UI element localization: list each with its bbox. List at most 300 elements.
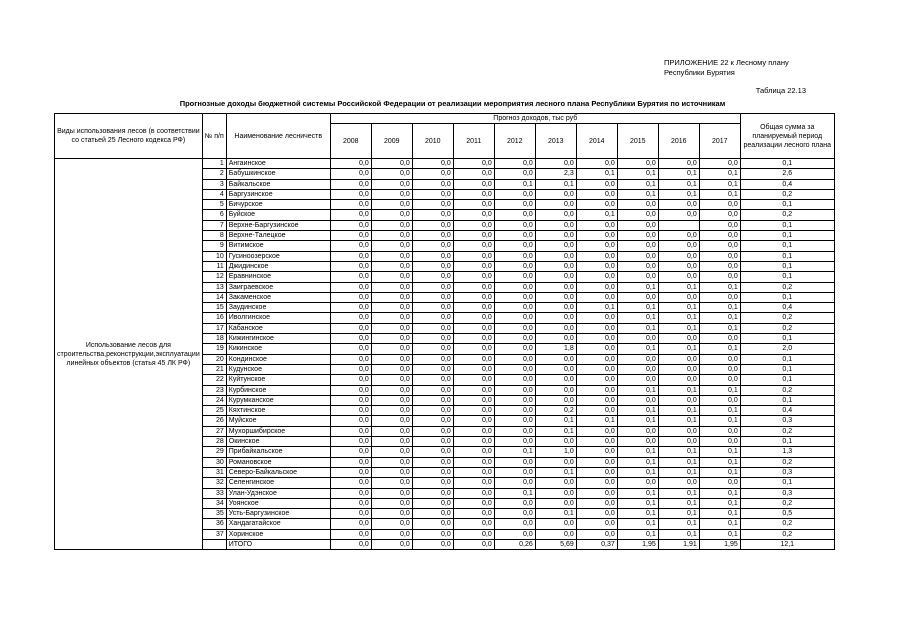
- year-value: 0,0: [412, 426, 453, 436]
- year-value: 0,0: [371, 313, 412, 323]
- year-value: 0,0: [617, 354, 658, 364]
- header-year: 2014: [576, 124, 617, 159]
- forestry-name: Джидинское: [226, 261, 330, 271]
- forestry-name: Улан-Удэнское: [226, 488, 330, 498]
- year-value: 0,0: [494, 313, 535, 323]
- year-value: 0,0: [535, 395, 576, 405]
- year-value: 0,0: [412, 169, 453, 179]
- year-value: 0,0: [330, 231, 371, 241]
- year-value: 0,0: [576, 478, 617, 488]
- year-value: 0,1: [617, 179, 658, 189]
- year-value: 0,1: [617, 467, 658, 477]
- year-value: 0,0: [576, 282, 617, 292]
- row-number: 31: [202, 467, 226, 477]
- row-total: 2,0: [740, 344, 834, 354]
- year-value: 0,0: [453, 272, 494, 282]
- year-value: 0,0: [412, 313, 453, 323]
- year-value: 0,0: [658, 210, 699, 220]
- year-value: 0,0: [617, 200, 658, 210]
- year-value: 0,0: [371, 292, 412, 302]
- year-value: 0,0: [535, 292, 576, 302]
- year-value: 0,0: [453, 354, 494, 364]
- year-value: 0,0: [453, 364, 494, 374]
- year-value: 0,0: [494, 385, 535, 395]
- year-value: 0,1: [617, 488, 658, 498]
- row-total: 0,1: [740, 354, 834, 364]
- year-value: 0,1: [699, 179, 740, 189]
- year-value: 0,0: [494, 231, 535, 241]
- forestry-name: Уоянское: [226, 498, 330, 508]
- year-value: 0,0: [494, 426, 535, 436]
- year-value: 0,0: [494, 416, 535, 426]
- year-value: 0,1: [617, 282, 658, 292]
- year-value: 0,0: [371, 447, 412, 457]
- year-value: 0,0: [576, 189, 617, 199]
- year-value: 0,0: [494, 303, 535, 313]
- forestry-name: Верхне-Талецкое: [226, 231, 330, 241]
- year-value: 0,0: [576, 241, 617, 251]
- year-value: 0,0: [494, 251, 535, 261]
- year-value: 0,1: [658, 447, 699, 457]
- year-value: 0,0: [371, 344, 412, 354]
- year-value: 0,0: [453, 159, 494, 169]
- year-value: 0,1: [658, 467, 699, 477]
- row-total: 0,4: [740, 179, 834, 189]
- year-value: 0,0: [494, 334, 535, 344]
- row-total: 0,4: [740, 303, 834, 313]
- year-value: 0,0: [330, 354, 371, 364]
- row-total: 0,1: [740, 200, 834, 210]
- year-value: 0,1: [658, 303, 699, 313]
- forestry-name: Бичурское: [226, 200, 330, 210]
- year-value: 0,0: [699, 437, 740, 447]
- year-value: 0,0: [617, 334, 658, 344]
- forestry-name: Муйское: [226, 416, 330, 426]
- year-value: 0,1: [576, 416, 617, 426]
- year-value: 0,0: [371, 478, 412, 488]
- page-title: Прогнозные доходы бюджетной системы Российской Федерации от реализации мероприятия лесного плана Республики Бурятия по источникам: [179, 99, 726, 108]
- year-value: 0,1: [699, 169, 740, 179]
- year-value: 0,0: [330, 179, 371, 189]
- total-year-value: 0,0: [453, 539, 494, 549]
- year-value: 0,0: [576, 529, 617, 539]
- year-value: 0,0: [330, 529, 371, 539]
- header-year: 2009: [371, 124, 412, 159]
- row-number: 23: [202, 385, 226, 395]
- year-value: 0,0: [617, 261, 658, 271]
- row-total: 0,2: [740, 426, 834, 436]
- year-value: 0,0: [494, 478, 535, 488]
- year-value: 0,0: [412, 251, 453, 261]
- forestry-name: Байкальское: [226, 179, 330, 189]
- row-total: 0,3: [740, 467, 834, 477]
- year-value: 0,0: [371, 457, 412, 467]
- year-value: 0,0: [412, 467, 453, 477]
- year-value: 0,0: [576, 344, 617, 354]
- year-value: 0,0: [453, 292, 494, 302]
- year-value: 0,0: [535, 220, 576, 230]
- year-value: 0,0: [412, 334, 453, 344]
- year-value: 0,0: [453, 395, 494, 405]
- year-value: 1,8: [535, 344, 576, 354]
- year-value: 0,0: [658, 231, 699, 241]
- forestry-name: Баргузинское: [226, 189, 330, 199]
- year-value: 0,0: [617, 364, 658, 374]
- year-value: 0,0: [412, 457, 453, 467]
- year-value: 0,0: [330, 426, 371, 436]
- year-value: 0,0: [453, 344, 494, 354]
- forestry-name: Кондинское: [226, 354, 330, 364]
- year-value: 0,1: [617, 189, 658, 199]
- year-value: 0,0: [494, 241, 535, 251]
- year-value: 0,0: [453, 406, 494, 416]
- row-number: 4: [202, 189, 226, 199]
- total-year-value: 1,95: [699, 539, 740, 549]
- total-number: [202, 539, 226, 549]
- year-value: 0,0: [658, 251, 699, 261]
- year-value: 0,1: [617, 385, 658, 395]
- year-value: 0,0: [330, 457, 371, 467]
- forestry-name: Усть-Баргузинское: [226, 509, 330, 519]
- year-value: 0,1: [576, 210, 617, 220]
- year-value: 0,0: [494, 519, 535, 529]
- year-value: 0,0: [453, 375, 494, 385]
- header-number: № п/п: [202, 114, 226, 159]
- year-value: 0,0: [494, 292, 535, 302]
- year-value: 0,0: [658, 426, 699, 436]
- table-row: [55, 159, 835, 169]
- row-number: 34: [202, 498, 226, 508]
- year-value: 0,0: [658, 272, 699, 282]
- year-value: 0,0: [330, 375, 371, 385]
- year-value: 0,0: [494, 272, 535, 282]
- row-total: 0,2: [740, 189, 834, 199]
- row-number: 7: [202, 220, 226, 230]
- row-total: 0,1: [740, 231, 834, 241]
- year-value: 0,0: [412, 210, 453, 220]
- year-value: 0,1: [658, 509, 699, 519]
- year-value: 0,0: [494, 200, 535, 210]
- year-value: 0,0: [535, 189, 576, 199]
- forestry-name: Северо-Байкальское: [226, 467, 330, 477]
- year-value: 0,0: [371, 251, 412, 261]
- year-value: 0,0: [330, 334, 371, 344]
- year-value: 0,0: [330, 519, 371, 529]
- year-value: 0,1: [494, 179, 535, 189]
- year-value: 0,0: [371, 364, 412, 374]
- year-value: 0,0: [371, 303, 412, 313]
- year-value: 0,0: [658, 364, 699, 374]
- header-year: 2010: [412, 124, 453, 159]
- year-value: 0,0: [330, 437, 371, 447]
- year-value: 0,0: [658, 375, 699, 385]
- year-value: 0,0: [330, 323, 371, 333]
- year-value: 0,0: [412, 159, 453, 169]
- row-number: 2: [202, 169, 226, 179]
- year-value: 0,0: [453, 334, 494, 344]
- year-value: 0,0: [658, 437, 699, 447]
- year-value: 0,0: [494, 406, 535, 416]
- year-value: 2,3: [535, 169, 576, 179]
- year-value: 0,0: [453, 169, 494, 179]
- year-value: 0,0: [535, 241, 576, 251]
- year-value: 0,0: [453, 241, 494, 251]
- year-value: 0,0: [412, 282, 453, 292]
- row-total: 1,3: [740, 447, 834, 457]
- year-value: 0,1: [617, 529, 658, 539]
- year-value: 0,0: [576, 519, 617, 529]
- year-value: 0,0: [453, 488, 494, 498]
- year-value: 0,1: [617, 313, 658, 323]
- row-number: 36: [202, 519, 226, 529]
- year-value: 0,1: [617, 169, 658, 179]
- year-value: 0,0: [371, 509, 412, 519]
- year-value: 0,1: [699, 313, 740, 323]
- year-value: 1,0: [535, 447, 576, 457]
- row-number: 30: [202, 457, 226, 467]
- year-value: 0,0: [494, 220, 535, 230]
- year-value: 0,0: [699, 375, 740, 385]
- row-total: 0,1: [740, 478, 834, 488]
- year-value: 0,0: [535, 323, 576, 333]
- year-value: 0,0: [658, 395, 699, 405]
- year-value: 0,0: [330, 292, 371, 302]
- row-total: 0,3: [740, 416, 834, 426]
- year-value: 0,1: [658, 189, 699, 199]
- appendix-note: [664, 58, 789, 78]
- year-value: 0,0: [412, 303, 453, 313]
- forestry-name: Мухоршибирское: [226, 426, 330, 436]
- year-value: 0,0: [535, 200, 576, 210]
- year-value: 0,0: [330, 406, 371, 416]
- year-value: 0,0: [453, 251, 494, 261]
- year-value: 0,0: [699, 364, 740, 374]
- year-value: 0,0: [494, 189, 535, 199]
- year-value: 0,0: [535, 437, 576, 447]
- total-year-value: 0,0: [330, 539, 371, 549]
- year-value: 0,1: [617, 344, 658, 354]
- header-year: 2013: [535, 124, 576, 159]
- year-value: 0,0: [494, 282, 535, 292]
- year-value: 0,0: [576, 354, 617, 364]
- header-forestry-name: Наименование лесничеств: [226, 114, 330, 159]
- year-value: 0,1: [535, 426, 576, 436]
- forestry-name: Кяхтинское: [226, 406, 330, 416]
- year-value: 0,0: [371, 231, 412, 241]
- year-value: 0,1: [658, 406, 699, 416]
- year-value: 0,0: [453, 261, 494, 271]
- year-value: 0,0: [371, 467, 412, 477]
- year-value: 0,0: [412, 241, 453, 251]
- year-value: 0,1: [658, 179, 699, 189]
- row-total: 0,1: [740, 159, 834, 169]
- header-forecast: Прогноз доходов, тыс руб: [330, 114, 740, 124]
- year-value: 0,0: [330, 169, 371, 179]
- year-value: 0,0: [535, 364, 576, 374]
- year-value: 0,0: [453, 231, 494, 241]
- year-value: 0,0: [576, 509, 617, 519]
- year-value: 0,0: [494, 210, 535, 220]
- forestry-name: Курбинское: [226, 385, 330, 395]
- year-value: 0,0: [658, 354, 699, 364]
- header-year: 2012: [494, 124, 535, 159]
- year-value: 0,0: [535, 251, 576, 261]
- year-value: 0,0: [576, 220, 617, 230]
- header-year: 2015: [617, 124, 658, 159]
- row-number: 18: [202, 334, 226, 344]
- row-number: 10: [202, 251, 226, 261]
- row-number: 14: [202, 292, 226, 302]
- year-value: 0,0: [658, 261, 699, 271]
- year-value: 0,1: [535, 467, 576, 477]
- year-value: 0,0: [576, 426, 617, 436]
- year-value: 0,0: [330, 261, 371, 271]
- year-value: 0,0: [699, 292, 740, 302]
- year-value: 0,0: [535, 272, 576, 282]
- year-value: 0,0: [576, 323, 617, 333]
- year-value: 0,0: [371, 323, 412, 333]
- row-number: 8: [202, 231, 226, 241]
- year-value: 0,0: [330, 313, 371, 323]
- total-label: ИТОГО: [226, 539, 330, 549]
- year-value: 0,0: [699, 395, 740, 405]
- year-value: 0,1: [699, 416, 740, 426]
- year-value: 0,0: [453, 457, 494, 467]
- year-value: 0,0: [453, 220, 494, 230]
- row-number: 21: [202, 364, 226, 374]
- row-number: 16: [202, 313, 226, 323]
- year-value: 0,0: [453, 509, 494, 519]
- year-value: 0,1: [535, 179, 576, 189]
- year-value: 0,0: [576, 406, 617, 416]
- year-value: 0,0: [453, 313, 494, 323]
- year-value: 0,0: [330, 488, 371, 498]
- year-value: 0,0: [371, 488, 412, 498]
- row-total: 0,1: [740, 251, 834, 261]
- appendix-line-2: Республики Бурятия: [664, 68, 735, 77]
- row-total: 0,2: [740, 529, 834, 539]
- year-value: 0,1: [617, 519, 658, 529]
- year-value: 0,0: [617, 426, 658, 436]
- header-year: 2017: [699, 124, 740, 159]
- year-value: 0,0: [699, 426, 740, 436]
- year-value: 0,1: [617, 406, 658, 416]
- table-body: [55, 159, 835, 550]
- year-value: 0,0: [412, 478, 453, 488]
- year-value: 0,0: [330, 395, 371, 405]
- row-number: 25: [202, 406, 226, 416]
- row-total: 0,2: [740, 457, 834, 467]
- row-number: 20: [202, 354, 226, 364]
- year-value: 0,0: [576, 488, 617, 498]
- year-value: 0,0: [494, 159, 535, 169]
- year-value: 0,0: [576, 498, 617, 508]
- row-number: 12: [202, 272, 226, 282]
- year-value: 0,0: [371, 210, 412, 220]
- row-number: 29: [202, 447, 226, 457]
- year-value: 0,0: [535, 375, 576, 385]
- year-value: 0,0: [371, 189, 412, 199]
- row-number: 37: [202, 529, 226, 539]
- year-value: 0,0: [330, 159, 371, 169]
- year-value: 0,0: [330, 467, 371, 477]
- year-value: 0,0: [330, 303, 371, 313]
- year-value: 0,0: [494, 375, 535, 385]
- year-value: 0,0: [453, 467, 494, 477]
- year-value: 0,0: [576, 457, 617, 467]
- row-total: 0,1: [740, 437, 834, 447]
- year-value: 0,1: [617, 498, 658, 508]
- row-number: 22: [202, 375, 226, 385]
- year-value: 0,0: [576, 437, 617, 447]
- year-value: 0,0: [453, 478, 494, 488]
- year-value: 0,1: [699, 406, 740, 416]
- year-value: 0,0: [453, 437, 494, 447]
- year-value: 0,0: [535, 385, 576, 395]
- year-value: 0,0: [330, 200, 371, 210]
- year-value: 0,0: [535, 303, 576, 313]
- year-value: 0,1: [699, 498, 740, 508]
- year-value: 0,0: [494, 395, 535, 405]
- year-value: 0,0: [453, 529, 494, 539]
- year-value: 0,0: [699, 210, 740, 220]
- income-forecast-table: [54, 113, 835, 550]
- year-value: 0,1: [658, 282, 699, 292]
- year-value: 0,0: [453, 426, 494, 436]
- row-total: 0,2: [740, 385, 834, 395]
- year-value: 0,1: [699, 519, 740, 529]
- year-value: 0,0: [576, 251, 617, 261]
- forestry-name: Буйское: [226, 210, 330, 220]
- row-total: 0,2: [740, 323, 834, 333]
- year-value: 0,0: [371, 395, 412, 405]
- year-value: 0,0: [617, 375, 658, 385]
- year-value: 0,0: [453, 498, 494, 508]
- year-value: 0,0: [617, 210, 658, 220]
- year-value: 0,1: [699, 282, 740, 292]
- year-value: 0,1: [658, 519, 699, 529]
- year-value: 0,1: [699, 457, 740, 467]
- year-value: 0,0: [699, 334, 740, 344]
- year-value: 0,0: [371, 179, 412, 189]
- year-value: 0,0: [412, 292, 453, 302]
- header-total: Общая сумма за планируемый период реализации лесного плана: [740, 114, 834, 159]
- forestry-name: Ангаинское: [226, 159, 330, 169]
- year-value: 0,0: [699, 478, 740, 488]
- year-value: 0,0: [371, 375, 412, 385]
- forestry-name: Еравнинское: [226, 272, 330, 282]
- row-total: 0,1: [740, 272, 834, 282]
- year-value: 0,1: [658, 416, 699, 426]
- year-value: 0,0: [535, 334, 576, 344]
- year-value: 0,0: [412, 509, 453, 519]
- year-value: 0,1: [617, 416, 658, 426]
- year-value: 0,0: [576, 179, 617, 189]
- year-value: 0,0: [330, 189, 371, 199]
- year-value: 0,0: [617, 395, 658, 405]
- header-use-type: Виды использования лесов (в соответствии со статьей 25 Лесного кодекса РФ): [55, 114, 203, 159]
- year-value: 0,0: [330, 272, 371, 282]
- forestry-name: Селенгинское: [226, 478, 330, 488]
- forestry-name: Бабушкинское: [226, 169, 330, 179]
- year-value: 0,0: [453, 189, 494, 199]
- year-value: 0,0: [576, 313, 617, 323]
- forestry-name: Витимское: [226, 241, 330, 251]
- row-number: 13: [202, 282, 226, 292]
- year-value: 0,0: [699, 354, 740, 364]
- year-value: 0,1: [699, 303, 740, 313]
- year-value: 0,0: [371, 519, 412, 529]
